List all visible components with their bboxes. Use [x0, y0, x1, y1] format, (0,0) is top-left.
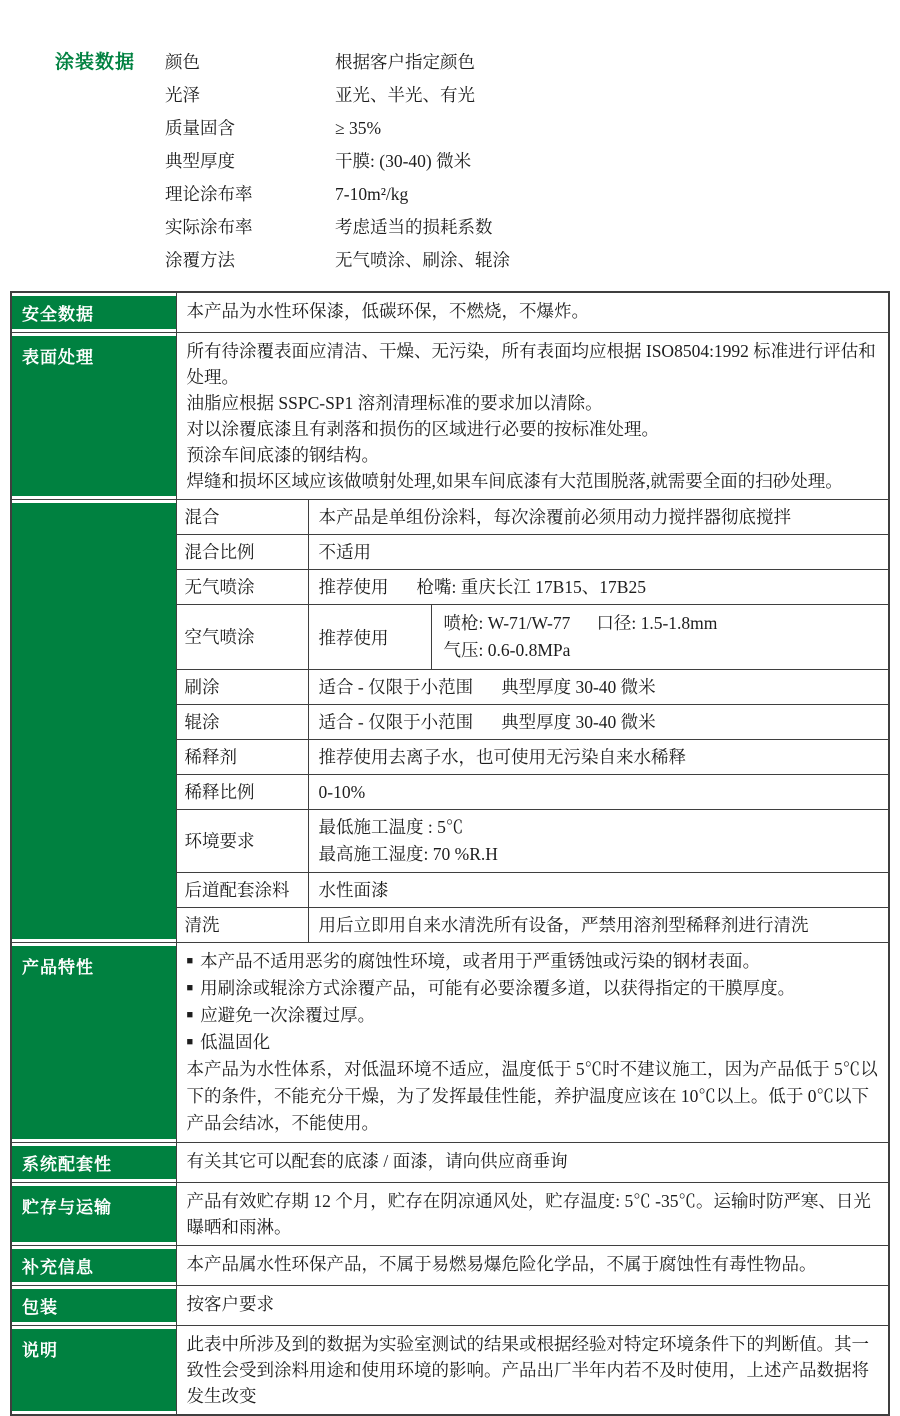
feature-bullet	[187, 1029, 879, 1056]
app-label-brush: 刷涂	[176, 670, 308, 705]
row-header-system: 系统配套性	[11, 1143, 176, 1183]
roller-suitability: 适合 - 仅限于小范围	[318, 712, 474, 732]
coating-row-value: 干膜: (30-40) 微米	[335, 151, 472, 171]
coating-row-value: 7-10m²/kg	[335, 184, 409, 204]
app-value-airless	[308, 570, 889, 605]
feature-bullet-text: 用刷涂或辊涂方式涂覆产品，可能有必要涂覆多道，以获得指定的干膜厚度。	[200, 978, 796, 998]
air-spray-nozzle-diameter: 口径: 1.5-1.8mm	[596, 613, 718, 633]
surface-line: 焊缝和损坏区域应该做喷射处理,如果车间底漆有大范围脱落,就需要全面的扫砂处理。	[186, 471, 843, 491]
app-value-thinner: 推荐使用去离子水，也可使用无污染自来水稀释	[308, 740, 889, 775]
row-header-surface-prep: 表面处理	[11, 333, 176, 500]
coating-row-label: 颜色	[165, 52, 200, 72]
app-label-thinner-ratio: 稀释比例	[176, 775, 308, 810]
row-mixing	[11, 500, 889, 535]
app-value-roller	[308, 705, 889, 740]
app-label-airless: 无气喷涂	[176, 570, 308, 605]
coating-data-rows	[165, 46, 900, 277]
feature-bullet	[187, 1002, 879, 1029]
coating-row-gloss	[165, 79, 900, 112]
roller-thickness: 典型厚度 30-40 微米	[501, 712, 656, 732]
air-spray-recommend: 推荐使用	[309, 605, 432, 669]
row-header-storage: 贮存与运输	[11, 1183, 176, 1246]
coating-row-thickness	[165, 145, 900, 178]
coating-row-value: 无气喷涂、刷涂、辊涂	[335, 250, 510, 270]
app-value-brush	[308, 670, 889, 705]
coating-row-value: 根据客户指定颜色	[335, 52, 475, 72]
air-spray-specs	[432, 605, 889, 669]
app-value-environment	[308, 810, 889, 873]
square-bullet-icon: ■	[186, 982, 194, 994]
coating-row-label: 光泽	[165, 85, 200, 105]
env-min-temp: 最低施工温度 : 5℃	[318, 817, 464, 837]
app-value-topcoat: 水性面漆	[308, 873, 889, 908]
coating-row-solids	[165, 112, 900, 145]
feature-bullet-text: 本产品不适用恶劣的腐蚀性环境，或者用于严重锈蚀或污染的钢材表面。	[200, 951, 761, 971]
row-additional-info	[11, 1246, 889, 1286]
coating-row-value: ≥ 35%	[335, 118, 382, 138]
app-value-thinner-ratio: 0-10%	[308, 775, 889, 810]
coating-row-theoretical-coverage	[165, 178, 900, 211]
coating-row-label: 理论涂布率	[165, 184, 253, 204]
row-features	[11, 943, 889, 1143]
application-section-header	[11, 500, 176, 943]
brush-thickness: 典型厚度 30-40 微米	[501, 677, 656, 697]
row-header-safety: 安全数据	[11, 292, 176, 333]
coating-data-title: 涂装数据	[55, 52, 136, 73]
feature-bullet	[187, 948, 879, 975]
row-header-features: 产品特性	[11, 943, 176, 1143]
storage-text: 产品有效贮存期 12 个月，贮存在阴凉通风处，贮存温度: 5℃ -35℃。运输时防严寒、日光曝晒和雨淋。	[176, 1183, 889, 1246]
row-system-compatibility	[11, 1143, 889, 1183]
row-packaging	[11, 1286, 889, 1326]
row-surface-prep	[11, 333, 889, 500]
row-storage-transport	[11, 1183, 889, 1246]
app-value-cleaning: 用后立即用自来水清洗所有设备，严禁用溶剂型稀释剂进行清洗	[308, 908, 889, 943]
app-label-topcoat: 后道配套涂料	[176, 873, 308, 908]
app-label-cleaning: 清洗	[176, 908, 308, 943]
coating-data-section	[55, 46, 900, 277]
app-label-environment: 环境要求	[176, 810, 308, 873]
env-max-humidity: 最高施工湿度: 70 %R.H	[318, 844, 498, 864]
datasheet-page	[0, 46, 900, 1416]
feature-bullet-text: 低温固化	[200, 1032, 271, 1052]
coating-row-method	[165, 244, 900, 277]
coating-row-actual-coverage	[165, 211, 900, 244]
brush-suitability: 适合 - 仅限于小范围	[318, 677, 474, 697]
features-paragraph: 本产品为水性体系，对低温环境不适应，温度低于 5℃时不建议施工，因为产品低于 5℃以下的条件，不能充分干燥，为了发挥最佳性能，养护温度应该在 10℃以上。低于 0℃以下产品会结冰，不能使用。	[186, 1059, 878, 1133]
app-value-mix-ratio: 不适用	[308, 535, 889, 570]
airless-nozzle-spec: 枪嘴: 重庆长江 17B15、17B25	[416, 577, 646, 597]
coating-row-value: 考虑适当的损耗系数	[335, 217, 493, 237]
air-spray-pressure: 气压: 0.6-0.8MPa	[443, 640, 571, 660]
row-header-note: 说明	[11, 1326, 176, 1416]
app-label-air-spray: 空气喷涂	[176, 605, 308, 670]
note-text: 此表中所涉及到的数据为实验室测试的结果或根据经验对特定环境条件下的判断值。其一致性会受到涂料用途和使用环境的影响。产品出厂半年内若不及时使用，上述产品数据将发生改变	[176, 1326, 889, 1416]
feature-bullet-text: 应避免一次涂覆过厚。	[200, 1005, 376, 1025]
app-value-mixing: 本产品是单组份涂料，每次涂覆前必须用动力搅拌器彻底搅拌	[308, 500, 889, 535]
row-note	[11, 1326, 889, 1416]
system-text: 有关其它可以配套的底漆 / 面漆，请向供应商垂询	[176, 1143, 889, 1183]
app-label-roller: 辊涂	[176, 705, 308, 740]
square-bullet-icon: ■	[186, 955, 194, 967]
surface-line: 所有待涂覆表面应清洁、干燥、无污染，所有表面均应根据 ISO8504:1992 标准进行评估和处理。	[186, 341, 876, 387]
air-spray-subtable	[309, 605, 889, 669]
additional-text: 本产品属水性环保产品，不属于易燃易爆危险化学品，不属于腐蚀性有毒性物品。	[176, 1246, 889, 1286]
app-label-mix-ratio: 混合比例	[176, 535, 308, 570]
coating-row-label: 实际涂布率	[165, 217, 253, 237]
features-content	[176, 943, 889, 1143]
app-value-air-spray	[308, 605, 889, 670]
square-bullet-icon: ■	[186, 1009, 194, 1021]
feature-bullet	[187, 975, 879, 1002]
spec-table	[10, 291, 890, 1416]
air-spray-spec-line	[444, 610, 877, 637]
packaging-text: 按客户要求	[176, 1286, 889, 1326]
air-spray-gun: 喷枪: W-71/W-77	[443, 613, 571, 633]
coating-row-label: 涂覆方法	[165, 250, 235, 270]
airless-recommend: 推荐使用	[318, 577, 389, 597]
app-label-mixing: 混合	[176, 500, 308, 535]
surface-line: 油脂应根据 SSPC-SP1 溶剂清理标准的要求加以清除。	[186, 393, 603, 413]
row-header-packaging: 包装	[11, 1286, 176, 1326]
coating-row-color	[165, 46, 900, 79]
surface-prep-text	[176, 333, 889, 500]
row-safety	[11, 292, 889, 333]
coating-row-label: 质量固含	[165, 118, 235, 138]
coating-row-label: 典型厚度	[165, 151, 235, 171]
app-label-thinner: 稀释剂	[176, 740, 308, 775]
square-bullet-icon: ■	[186, 1036, 194, 1048]
surface-line: 预涂车间底漆的钢结构。	[186, 445, 379, 465]
row-header-additional: 补充信息	[11, 1246, 176, 1286]
surface-line: 对以涂覆底漆且有剥落和损伤的区域进行必要的按标准处理。	[186, 419, 659, 439]
safety-text: 本产品为水性环保漆，低碳环保，不燃烧，不爆炸。	[176, 292, 889, 333]
coating-row-value: 亚光、半光、有光	[335, 85, 475, 105]
